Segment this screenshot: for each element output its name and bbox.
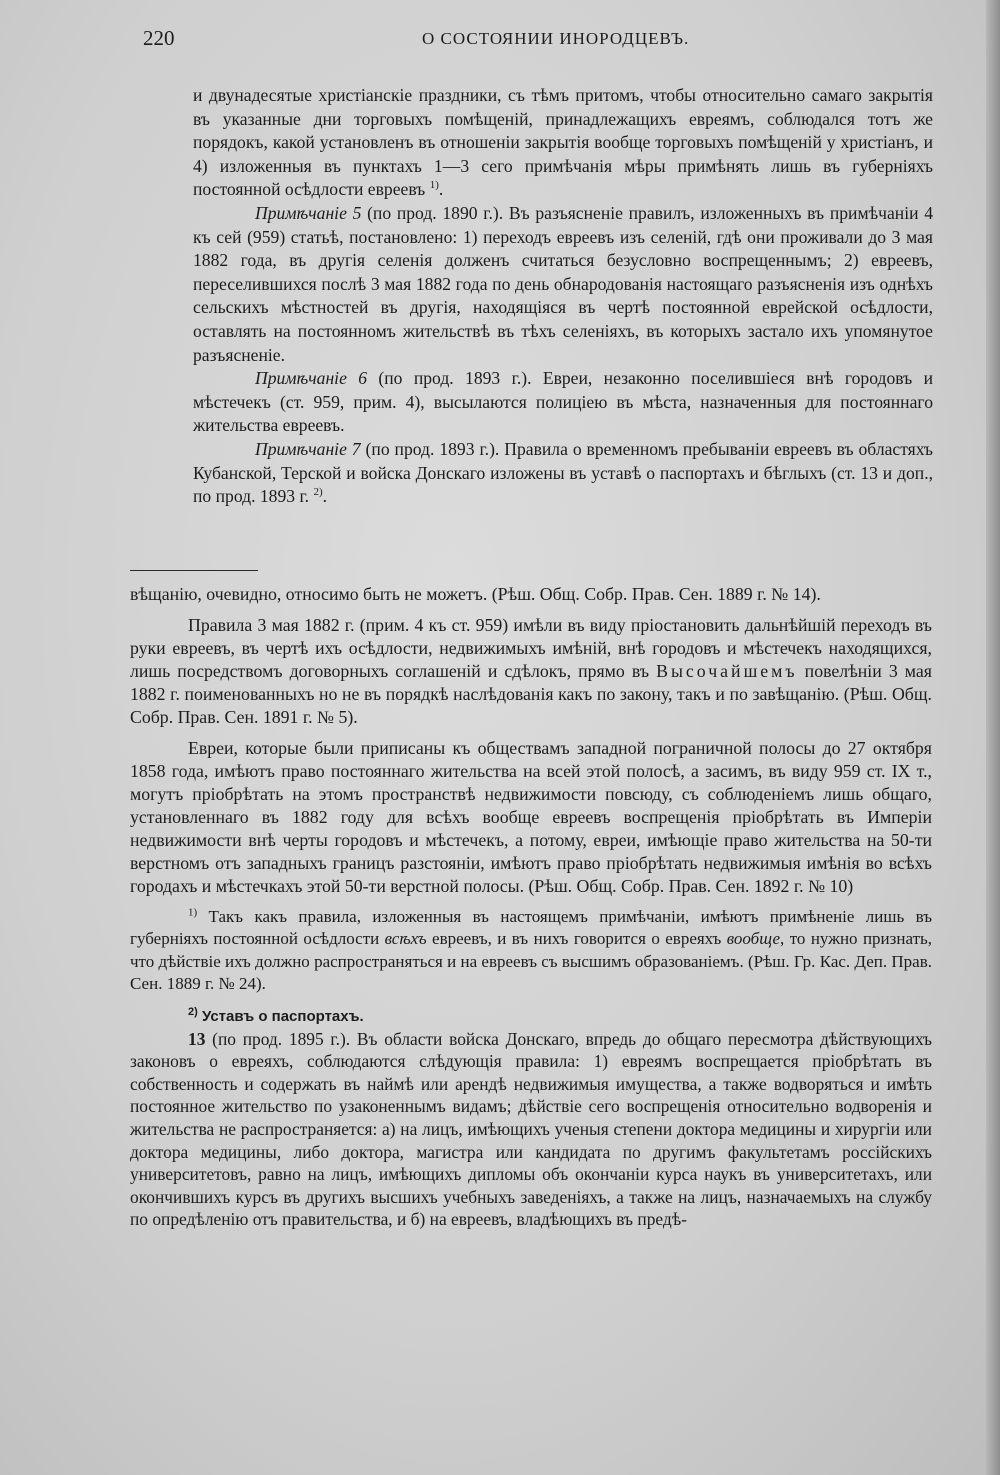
footnote-ref-2: 2)	[313, 486, 323, 499]
note-6-text: (по прод. 1893 г.). Евреи, незаконно поселившіеся внѣ городовъ и мѣстечекъ (ст. 959, прим. 4), высылаются полиціею въ мѣста, назначенныя для постояннаго жительства евреевъ.	[193, 368, 934, 436]
footnote-1-mark: 1)	[188, 906, 198, 919]
footnote-separator	[130, 570, 258, 571]
paragraph-end: .	[438, 179, 444, 200]
note-5	[193, 202, 933, 367]
footnote-continuation: вѣщанію, очевидно, относимо быть не можетъ. (Рѣш. Общ. Собр. Прав. Сен. 1889 г. № 14).	[130, 584, 821, 604]
ruling-1891-text: Правила 3 мая 1882 г. (прим. 4 къ ст. 959) имѣли въ виду пріостановить дальнѣйшій переходъ въ руки евреевъ, въ чертѣ ихъ осѣдлости, недвижимыхъ имѣній, внѣ городовъ и мѣстечекъ находящихся, лишь посредствомъ договорныхъ соглашеній и сдѣлокъ, прямо въ	[130, 615, 932, 681]
ruling-1891	[130, 614, 932, 729]
footnote-1-text: Такъ какъ правила, изложенныя въ настоящемъ примѣчаніи, имѣютъ примѣненіе лишь въ губерніяхъ постоянной осѣдлости	[130, 907, 932, 949]
footnote-1-text-b: евреевъ, и въ нихъ говорится о евреяхъ	[426, 929, 727, 949]
note-7-end: .	[322, 486, 328, 507]
footnote-2-heading	[130, 1006, 932, 1028]
ruling-1891-spaced: Высочайшемъ	[656, 661, 798, 681]
note-7	[193, 438, 933, 509]
page-header	[0, 26, 1000, 56]
note-5-text: (по прод. 1890 г.). Въ разъясненіе правилъ, изложенныхъ въ примѣчаніи 4 къ сей (959) статьѣ, постановлено: 1) переходъ евреевъ изъ селеній, гдѣ они проживали до 3 мая 1882 года, въ другія селенія долженъ считаться безусловно воспрещеннымъ; 2) евреевъ, переселившихся послѣ 3 мая 1882 года по день обнародованія настоящаго разъясненія изъ однѣхъ сельскихъ мѣстностей въ другія, находящіяся въ чертѣ постоянной еврейской осѣдлости, оставлять на постоянномъ жительствѣ въ тѣхъ селеніяхъ, въ которыхъ застало ихъ упомянутое разъясненіе.	[193, 202, 934, 365]
note-5-label: Примѣчаніе 5	[255, 202, 362, 223]
footnote-1-italic-2: вообще	[726, 929, 781, 949]
ruling-1892: Евреи, которые были приписаны къ обществамъ западной пограничной полосы до 27 октября 1858 года, имѣютъ право постояннаго жительства на всей этой полосѣ, а засимъ, въ виду 959 ст. IX т., могутъ пріобрѣтать на этомъ пространствѣ недвижимости повсюду, съ соблюденіемъ лишь общаго, установленнаго въ 1882 году для всѣхъ вообще евреевъ воспрещенія пріобрѣтать въ Имперіи недвижимости внѣ черты городовъ и мѣстечекъ, а потому, евреи, имѣющіе право жительства на 50-ти верстномъ отъ западныхъ границъ разстояніи, имѣютъ право пріобрѣтать недвижимыя имѣнія во всѣхъ городахъ и мѣстечкахъ этой 50-ти верстной полосы. (Рѣш. Общ. Собр. Прав. Сен. 1892 г. № 10)	[130, 738, 932, 896]
article-13	[130, 1028, 932, 1231]
paragraph-continuation	[193, 84, 933, 202]
footnote-ref-1: 1)	[429, 179, 439, 192]
footnote-2-title: Уставъ о паспортахъ.	[197, 1007, 364, 1025]
footnotes-section	[130, 583, 932, 1231]
note-6-label: Примѣчаніе 6	[255, 368, 368, 389]
page-edge-shadow	[986, 0, 1000, 1475]
main-text	[193, 84, 933, 509]
article-13-text: (по прод. 1895 г.). Въ области войска Донскаго, впредь до общаго пересмотра дѣйствующихъ законовъ о евреяхъ, соблюдаются слѣдующія правила: 1) евреямъ воспрещается пріобрѣтать въ собственность и содержать въ наймѣ или арендѣ недвижимыя имущества, а также водворяться и имѣть постоянное жительство по узаконеннымъ видамъ; дѣйствіе сего воспрещенія относительно водворенія и жительства не распространяется: а) на лицъ, имѣющихъ ученыя степени доктора медицины и хирургіи или доктора медицины, либо доктора, магистра или кандидата по другимъ факультетамъ россійскихъ университетовъ, равно на лицъ, имѣющихъ дипломы объ окончаніи курса наукъ въ университетахъ, или окончившихъ курсъ въ другихъ высшихъ учебныхъ заведеніяхъ, а также на лицъ, назначаемыхъ на службу по опредѣленію отъ правительства, и б) на евреевъ, владѣющихъ въ предѣ-	[130, 1028, 932, 1230]
footnote-1-text-c: , то нужно признать, что дѣйствіе ихъ должно распространяться и на евреевъ съ высшимъ образованіемъ. (Рѣш. Гр. Кас. Деп. Прав. Сен. 1889 г. № 24).	[130, 929, 933, 994]
running-title: О СОСТОЯНИИ ИНОРОДЦЕВЪ.	[422, 29, 690, 48]
page-number: 220	[143, 26, 175, 50]
footnote-2-mark: 2)	[188, 1005, 198, 1018]
footnote-1	[130, 906, 932, 996]
article-13-number: 13	[188, 1028, 206, 1049]
note-7-text: (по прод. 1893 г.). Правила о временномъ пребываніи евреевъ въ областяхъ Кубанской, Терской и войска Донскаго изложены въ уставѣ о паспортахъ и бѣглыхъ (ст. 13 и доп., по прод. 1893 г.	[193, 438, 933, 507]
paragraph-text: и двунадесятые христіанскіе праздники, съ тѣмъ притомъ, чтобы относительно самаго закрытія въ указанные дни торговыхъ помѣщеній, принадлежащихъ евреямъ, соблюдался тотъ же порядокъ, какой установленъ въ отношеніи закрытія вообще торговыхъ помѣщеній у христіанъ, и 4) изложенныя въ пунктахъ 1—3 сего примѣчанія мѣры примѣнять лишь въ губерніяхъ постоянной осѣдлости евреевъ	[193, 85, 933, 200]
note-6	[193, 367, 933, 438]
footnote-1-italic-1: всѣхъ	[384, 929, 427, 949]
note-7-label: Примѣчаніе 7	[255, 438, 361, 459]
ruling-1891-text-end: повелѣніи 3 мая 1882 г. поименованныхъ но не въ порядкѣ наслѣдованія какъ по закону, такъ и по завѣщанію. (Рѣш. Общ. Собр. Прав. Сен. 1891 г. № 5).	[130, 661, 932, 727]
